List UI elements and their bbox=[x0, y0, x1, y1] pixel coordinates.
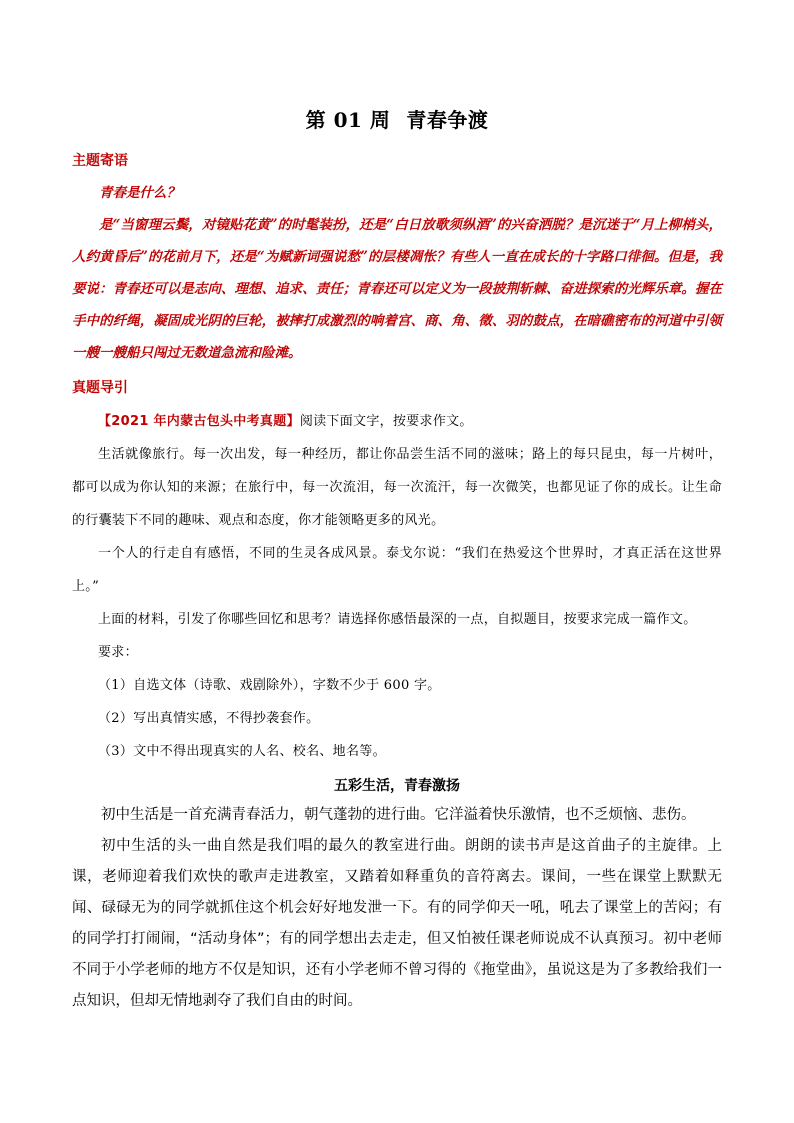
motto-question: 青春是什么？ bbox=[99, 185, 180, 201]
requirement-item: （3）文中不得出现真实的人名、校名、地名等。 bbox=[98, 744, 386, 759]
requirement-item: （2）写出真情实感，不得抄袭套作。 bbox=[98, 711, 320, 726]
exam-heading: 真题导引 bbox=[72, 380, 128, 396]
exam-paragraph: 生活就像旅行。每一次出发，每一种经历，都让你品尝生活不同的滋味；路上的每只昆虫，每一片树叶，都可以成为你认知的来源；在旅行中，每一次流泪，每一次流汗，每一次微笑，也都见证了你的成长。让生命的行囊装下不同的趣味、观点和态度，你才能领略更多的风光。 bbox=[72, 447, 722, 528]
essay-title: 五彩生活，青春激扬 bbox=[334, 778, 460, 794]
essay-body bbox=[72, 800, 722, 1017]
title-theme: 青春争渡 bbox=[406, 108, 489, 132]
page-title bbox=[0, 104, 794, 133]
requirements-label: 要求： bbox=[98, 645, 138, 660]
motto-body: 是“当窗理云鬓，对镜贴花黄”的时髦装扮，还是“白日放歌须纵酒”的兴奋洒脱？是沉迷于“月上柳梢头，人约黄昏后”的花前月下，还是“为赋新词强说愁”的层楼凋怅？有些人一直在成长的十字路口徘徊。但是，我要说：青春还可以是志向、理想、追求、责任；青春还可以定义为一段披荆斩棘、奋进探索的光辉乐章。握在手中的纤绳，凝固成光阴的巨轮，被摔打成激烈的响着宫、商、角、徵、羽的鼓点，在暗礁密布的河道中引领一艘一艘船只闯过无数道急流和险滩。 bbox=[72, 217, 722, 361]
exam-intro bbox=[72, 405, 722, 438]
title-week: 第 01 周 bbox=[305, 108, 391, 132]
exam-instruction: 阅读下面文字，按要求作文。 bbox=[299, 414, 473, 429]
essay-paragraph: 初中生活的头一曲自然是我们唱的最久的教室进行曲。朗朗的读书声是这首曲子的主旋律。上课，老师迎着我们欢快的歌声走进教室，又踏着如释重负的音符离去。课间，一些在课堂上默默无闻、碌碌无为的同学就抓住这个机会好好地发泄一下。有的同学仰天一吼，吼去了课堂上的苦闷；有的同学打打闹闹，“活动身体”；有的同学想出去走走，但又怕被任课老师说成不认真预习。初中老师不同于小学老师的地方不仅是知识，还有小学老师不曾习得的《拖堂曲》，虽说这是为了多教给我们一点知识，但却无情地剥夺了我们自由的时间。 bbox=[72, 838, 722, 1009]
exam-paragraph: 上面的材料，引发了你哪些回忆和思考？请选择你感悟最深的一点，自拟题目，按要求完成一篇作文。 bbox=[98, 612, 697, 627]
requirement-item: （1）自选文体（诗歌、戏剧除外），字数不少于 600 字。 bbox=[98, 678, 441, 693]
exam-block bbox=[72, 405, 722, 768]
motto-block bbox=[72, 177, 722, 369]
motto-heading: 主题寄语 bbox=[72, 153, 128, 169]
exam-paragraph: 一个人的行走自有感悟，不同的生灵各成风景。泰戈尔说：“我们在热爱这个世界时，才真正活在这世界上。” bbox=[72, 546, 722, 594]
exam-source: 【2021 年内蒙古包头中考真题】 bbox=[98, 414, 300, 429]
essay-paragraph: 初中生活是一首充满青春活力，朝气蓬勃的进行曲。它洋溢着快乐激情，也不乏烦恼、悲伤。 bbox=[101, 807, 696, 823]
